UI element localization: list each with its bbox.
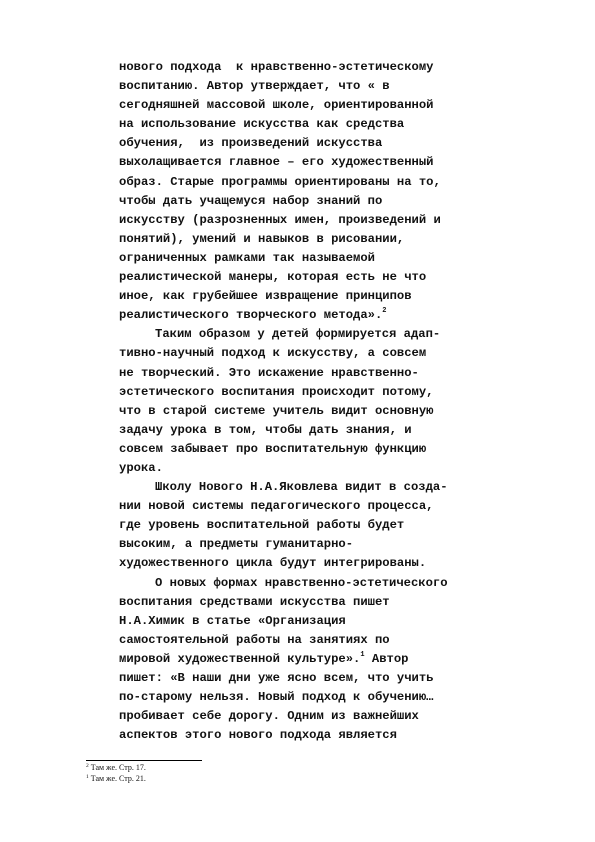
footnote-separator xyxy=(86,760,202,761)
text-line: аспектов этого нового подхода является xyxy=(119,728,397,743)
paragraph-start-line: Школу Нового Н.А.Яковлева видит в созда- xyxy=(155,480,448,495)
text-line: совсем забывает про воспитательную функцию xyxy=(119,441,427,456)
text-line: что в старой системе учитель видит основную xyxy=(119,403,434,418)
text-line xyxy=(119,650,539,669)
text-line: не творческий. Это искажение нравственно- xyxy=(119,365,419,380)
footnote-text: Там же. Стр. 21. xyxy=(90,774,146,783)
text-line-content: Автор xyxy=(364,651,409,666)
footnote-text: Там же. Стр. 17. xyxy=(90,763,146,772)
footnote-reference: 2 xyxy=(382,307,387,316)
text-line: пишет: «В наши дни уже ясно всем, что учить xyxy=(119,671,434,685)
text-line: высоким, а предметы гуманитарно- xyxy=(119,537,354,552)
footnote-reference: 1 xyxy=(360,650,365,659)
footnote-mark: 2 xyxy=(86,763,89,769)
footnote-mark: 1 xyxy=(86,774,89,780)
text-line: по-старому нельзя. Новый подход к обучению… xyxy=(119,690,434,705)
footnote xyxy=(86,773,146,784)
text-line: тивно-научный подход к искусству, а совсем xyxy=(119,346,427,361)
footnotes xyxy=(86,762,146,784)
text-line: урока. xyxy=(119,460,163,475)
text-line: образ. Старые программы ориентированы на то, xyxy=(119,174,441,189)
text-line: обучения, из произведений искусства xyxy=(119,136,383,151)
text-line: на использование искусства как средства xyxy=(119,117,405,132)
text-line: понятий), умений и навыков в рисовании, xyxy=(119,231,405,246)
text-line: чтобы дать учащемуся набор знаний по xyxy=(119,193,383,208)
text-line: реалистической манеры, которая есть не что xyxy=(119,270,427,285)
text-line: иное, как грубейшее извращение принципов xyxy=(119,289,412,304)
text-line: ограниченных рамками так называемой xyxy=(119,250,375,265)
text-line: воспитанию. Автор утверждает, что « в xyxy=(119,79,390,94)
text-line xyxy=(119,306,539,325)
text-line: задачу урока в том, чтобы дать знания, и xyxy=(119,422,412,437)
footnote xyxy=(86,762,146,773)
body-text xyxy=(119,58,539,745)
text-line: художественного цикла будут интегрированы. xyxy=(119,556,427,571)
text-line: эстетического воспитания происходит потому, xyxy=(119,384,434,399)
text-line: где уровень воспитательной работы будет xyxy=(119,518,405,533)
text-line: нового подхода к нравственно-эстетическому xyxy=(119,60,434,74)
text-line: пробивает себе дорогу. Одним из важнейших xyxy=(119,709,419,724)
text-line: Н.А.Химик в статье «Организация xyxy=(119,613,346,628)
text-line: искусству (разрозненных имен, произведений и xyxy=(119,212,441,227)
text-line: сегодняшней массовой школе, ориентированной xyxy=(119,98,434,113)
text-line: самостоятельной работы на занятиях по xyxy=(119,632,390,647)
paragraph-start-line: О новых формах нравственно-эстетического xyxy=(155,575,448,590)
text-line-content: реалистического творческого метода». xyxy=(119,308,383,323)
text-line: выхолащивается главное – его художественный xyxy=(119,155,434,170)
text-line: воспитания средствами искусства пишет xyxy=(119,594,390,609)
paragraph-start-line: Таким образом у детей формируется адап- xyxy=(155,327,441,342)
text-line-content: мировой художественной культуре». xyxy=(119,651,361,666)
text-line: нии новой системы педагогического процесса, xyxy=(119,499,434,514)
